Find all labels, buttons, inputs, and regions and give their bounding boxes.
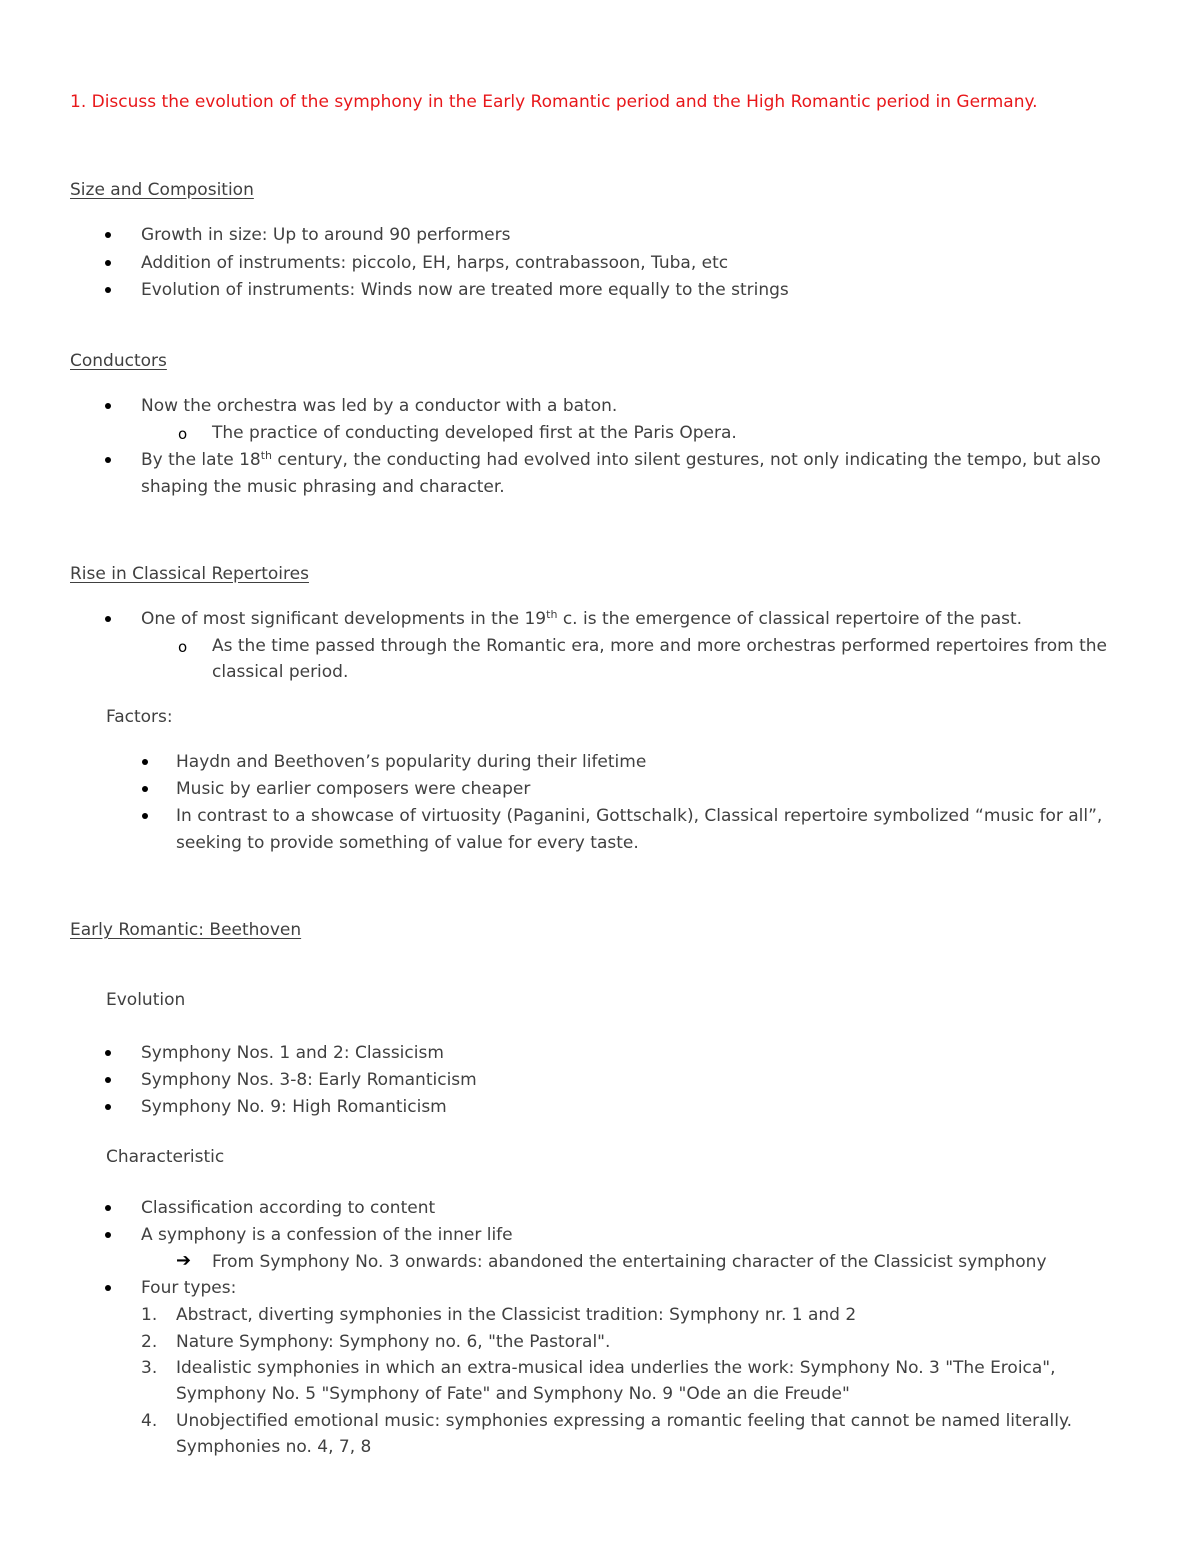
list-item: In contrast to a showcase of virtuosity (Paganini, Gottschalk), Classical repertoire symbolized “music for all”, [176, 806, 1103, 826]
bullet-icon [105, 616, 111, 622]
bullet-icon [105, 1050, 111, 1056]
list-item-continuation: seeking to provide something of value for every taste. [176, 833, 639, 853]
bullet-icon [105, 1205, 111, 1211]
numbered-item-continuation: Symphony No. 5 "Symphony of Fate" and Symphony No. 9 "Ode an die Freude" [176, 1384, 850, 1404]
numbered-item: Nature Symphony: Symphony no. 6, "the Pastoral". [176, 1332, 611, 1352]
numbered-item: Abstract, diverting symphonies in the Classicist tradition: Symphony nr. 1 and 2 [176, 1305, 857, 1325]
circle-bullet-icon: o [178, 425, 188, 443]
beethoven-section-heading: Early Romantic: Beethoven [70, 920, 302, 940]
list-item: Now the orchestra was led by a conductor with a baton. [141, 396, 618, 416]
list-item: Haydn and Beethoven’s popularity during their lifetime [176, 752, 647, 772]
list-item: Symphony Nos. 1 and 2: Classicism [141, 1043, 444, 1063]
sub-list-item: The practice of conducting developed first at the Paris Opera. [212, 423, 737, 443]
list-item-continuation: shaping the music phrasing and character. [141, 477, 505, 497]
arrow-right-icon: ➔ [176, 1250, 192, 1271]
conductors-section-heading: Conductors [70, 351, 167, 371]
list-item: Addition of instruments: piccolo, EH, harps, contrabassoon, Tuba, etc [141, 253, 729, 273]
superscript: th [546, 608, 558, 621]
list-item: Evolution of instruments: Winds now are treated more equally to the strings [141, 280, 789, 300]
bullet-icon [142, 759, 148, 765]
characteristic-label: Characteristic [106, 1147, 225, 1167]
bullet-icon [105, 287, 111, 293]
list-item: A symphony is a confession of the inner life [141, 1225, 513, 1245]
numbered-item: Idealistic symphonies in which an extra-musical idea underlies the work: Symphony No. 3 "The Eroica", [176, 1358, 1056, 1378]
list-item: Four types: [141, 1278, 237, 1298]
sub-list-item-continuation: classical period. [212, 662, 349, 682]
list-number: 4. [141, 1411, 158, 1431]
superscript: th [260, 449, 273, 462]
arrow-list-item: From Symphony No. 3 onwards: abandoned the entertaining character of the Classicist symphony [212, 1252, 1047, 1272]
evolution-label: Evolution [106, 990, 186, 1010]
list-number: 3. [141, 1358, 158, 1378]
list-number: 2. [141, 1332, 158, 1352]
item-text: century, the conducting had evolved into silent gestures, not only indicating the tempo, but also [272, 450, 1101, 470]
list-item [141, 449, 1101, 471]
item-text: By the late 18 [141, 450, 261, 470]
item-text: c. is the emergence of classical repertoire of the past. [557, 609, 1023, 629]
numbered-item-continuation: Symphonies no. 4, 7, 8 [176, 1437, 372, 1457]
bullet-icon [105, 457, 111, 463]
sub-list-item: As the time passed through the Romantic era, more and more orchestras performed repertoires from the [212, 636, 1107, 656]
bullet-icon [105, 1077, 111, 1083]
factors-label: Factors: [106, 707, 173, 727]
list-number: 1. [141, 1305, 158, 1325]
bullet-icon [142, 786, 148, 792]
bullet-icon [105, 1104, 111, 1110]
item-text: One of most significant developments in the 19 [141, 609, 547, 629]
list-item: Music by earlier composers were cheaper [176, 779, 531, 799]
repertoire-section-heading: Rise in Classical Repertoires [70, 564, 309, 584]
bullet-icon [105, 232, 111, 238]
list-item: Symphony No. 9: High Romanticism [141, 1097, 447, 1117]
bullet-icon [105, 260, 111, 266]
list-item: Symphony Nos. 3-8: Early Romanticism [141, 1070, 477, 1090]
bullet-icon [105, 1285, 111, 1291]
circle-bullet-icon: o [178, 638, 188, 656]
question-heading: 1. Discuss the evolution of the symphony in the Early Romantic period and the High Romantic period in Germany. [70, 92, 1038, 112]
size-section-heading: Size and Composition [70, 180, 254, 200]
bullet-icon [105, 403, 111, 409]
list-item: Classification according to content [141, 1198, 436, 1218]
bullet-icon [105, 1232, 111, 1238]
numbered-item: Unobjectified emotional music: symphonies expressing a romantic feeling that cannot be named literally. [176, 1411, 1073, 1431]
bullet-icon [142, 813, 148, 819]
list-item [141, 608, 1022, 630]
list-item: Growth in size: Up to around 90 performers [141, 225, 511, 245]
